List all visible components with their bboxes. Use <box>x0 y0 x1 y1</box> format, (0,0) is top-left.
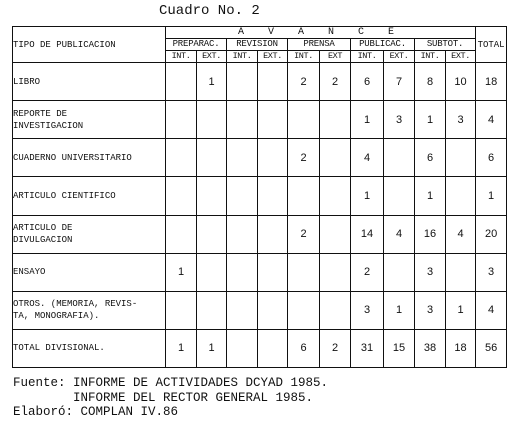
sub-header: INT. <box>288 51 320 63</box>
table-cell <box>227 139 258 177</box>
table-cell: 18 <box>446 329 476 367</box>
table-cell: 1 <box>415 177 446 215</box>
table-row <box>13 215 507 253</box>
table-cell: 31 <box>351 329 384 367</box>
table-cell <box>258 139 288 177</box>
table-cell: 14 <box>351 215 384 253</box>
table-cell <box>288 253 320 291</box>
table-row <box>13 139 507 177</box>
table-row <box>13 63 507 101</box>
row-label: OTROS. (MEMORIA, REVIS- TA, MONOGRAFIA). <box>13 291 166 329</box>
source-line-informe: INFORME DEL RECTOR GENERAL 1985. <box>13 390 314 405</box>
table-cell <box>258 215 288 253</box>
column-header-total: TOTAL <box>476 27 507 63</box>
table-cell: 6 <box>415 139 446 177</box>
table-cell <box>197 139 227 177</box>
table-cell <box>258 253 288 291</box>
table-cell: 3 <box>446 101 476 139</box>
table-cell: 1 <box>351 101 384 139</box>
table-body <box>13 63 507 368</box>
table-cell <box>384 177 415 215</box>
table-cell <box>320 215 351 253</box>
sub-header: EXT. <box>446 51 476 63</box>
table-cell: 6 <box>351 63 384 101</box>
sub-header: EXT. <box>384 51 415 63</box>
row-total-cell: 56 <box>476 329 507 367</box>
table-cell <box>258 101 288 139</box>
table-cell: 1 <box>446 291 476 329</box>
table-cell <box>166 177 197 215</box>
table-cell <box>258 63 288 101</box>
source-notes <box>13 376 328 420</box>
row-total-cell: 4 <box>476 101 507 139</box>
table-row <box>13 329 507 367</box>
table-cell <box>227 253 258 291</box>
column-header-avance: A V A N C E <box>166 27 476 39</box>
table-cell <box>197 291 227 329</box>
group-header-preparac: PREPARAC. <box>166 39 227 51</box>
publications-table <box>12 26 507 368</box>
table-cell <box>197 215 227 253</box>
table-cell <box>227 101 258 139</box>
sub-header: EXT <box>320 51 351 63</box>
table-cell: 1 <box>197 329 227 367</box>
table-cell <box>384 139 415 177</box>
source-line-fuente: Fuente: INFORME DE ACTIVIDADES DCYAD 1985. <box>13 376 329 390</box>
table-cell <box>446 177 476 215</box>
row-total-cell: 18 <box>476 63 507 101</box>
table-cell <box>446 139 476 177</box>
table-cell <box>320 101 351 139</box>
row-total-cell: 20 <box>476 215 507 253</box>
table-cell: 10 <box>446 63 476 101</box>
table-cell: 1 <box>166 253 197 291</box>
table-cell: 2 <box>288 139 320 177</box>
row-label: ENSAYO <box>13 253 166 291</box>
sub-header: INT. <box>166 51 197 63</box>
table-row <box>13 177 507 215</box>
table-cell: 2 <box>351 253 384 291</box>
table-cell: 1 <box>384 291 415 329</box>
table-cell <box>227 215 258 253</box>
sub-header: INT. <box>351 51 384 63</box>
table-cell: 2 <box>288 215 320 253</box>
table-cell <box>258 291 288 329</box>
table-cell: 8 <box>415 63 446 101</box>
table-cell: 3 <box>384 101 415 139</box>
table-cell <box>166 63 197 101</box>
table-cell: 3 <box>415 253 446 291</box>
table-cell <box>320 253 351 291</box>
group-header-revision: REVISION <box>227 39 288 51</box>
group-header-subtot: SUBTOT. <box>415 39 476 51</box>
table-cell <box>166 101 197 139</box>
table-cell: 4 <box>384 215 415 253</box>
table-cell: 1 <box>351 177 384 215</box>
sub-header: INT. <box>415 51 446 63</box>
table-cell <box>288 291 320 329</box>
table-cell <box>320 177 351 215</box>
table-cell: 15 <box>384 329 415 367</box>
table-cell <box>227 177 258 215</box>
table-cell <box>166 139 197 177</box>
table-cell <box>197 253 227 291</box>
row-label: TOTAL DIVISIONAL. <box>13 329 166 367</box>
row-label: ARTICULO DE DIVULGACION <box>13 215 166 253</box>
table-cell <box>166 291 197 329</box>
group-header-publicac: PUBLICAC. <box>351 39 415 51</box>
table-cell <box>320 291 351 329</box>
table-cell <box>166 215 197 253</box>
table-cell <box>197 177 227 215</box>
table-cell: 1 <box>197 63 227 101</box>
table-cell: 2 <box>320 329 351 367</box>
table-cell <box>288 177 320 215</box>
table-cell: 4 <box>446 215 476 253</box>
table-cell <box>227 63 258 101</box>
sub-header: INT. <box>227 51 258 63</box>
row-label: LIBRO <box>13 63 166 101</box>
table-cell <box>288 101 320 139</box>
table-cell: 1 <box>166 329 197 367</box>
row-total-cell: 1 <box>476 177 507 215</box>
table-row <box>13 101 507 139</box>
table-cell: 2 <box>288 63 320 101</box>
table-row <box>13 291 507 329</box>
row-label: ARTICULO CIENTIFICO <box>13 177 166 215</box>
source-line-elaboro: Elaboró: COMPLAN IV.86 <box>13 405 179 419</box>
table-cell: 2 <box>320 63 351 101</box>
row-label: CUADERNO UNIVERSITARIO <box>13 139 166 177</box>
table-cell <box>227 329 258 367</box>
row-label: REPORTE DE INVESTIGACION <box>13 101 166 139</box>
row-total-cell: 4 <box>476 291 507 329</box>
table-cell <box>320 139 351 177</box>
column-header-tipo: TIPO DE PUBLICACION <box>13 27 166 63</box>
table-cell: 16 <box>415 215 446 253</box>
table-row <box>13 253 507 291</box>
sub-header: EXT. <box>197 51 227 63</box>
table-cell <box>446 253 476 291</box>
sub-header: EXT. <box>258 51 288 63</box>
row-total-cell: 6 <box>476 139 507 177</box>
table-cell: 4 <box>351 139 384 177</box>
table-cell <box>227 291 258 329</box>
table-cell: 6 <box>288 329 320 367</box>
table-title: Cuadro No. 2 <box>159 3 260 19</box>
table-cell <box>384 253 415 291</box>
table-cell <box>258 329 288 367</box>
table-cell <box>197 101 227 139</box>
table-cell: 1 <box>415 101 446 139</box>
table-cell <box>258 177 288 215</box>
group-header-prensa: PRENSA <box>288 39 351 51</box>
row-total-cell: 3 <box>476 253 507 291</box>
table-cell: 3 <box>415 291 446 329</box>
table-cell: 7 <box>384 63 415 101</box>
table-cell: 38 <box>415 329 446 367</box>
table-cell: 3 <box>351 291 384 329</box>
